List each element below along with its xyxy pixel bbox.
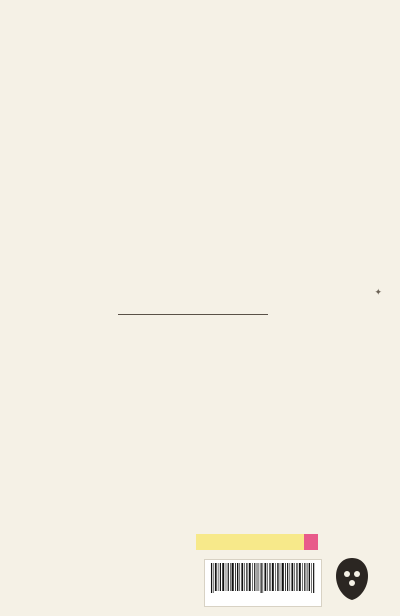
series-title bbox=[196, 534, 304, 550]
quote-block bbox=[28, 10, 372, 13]
barcode-icon bbox=[209, 563, 317, 593]
ornament-star-icon: ✦ bbox=[374, 288, 382, 298]
series-number bbox=[304, 534, 318, 550]
series-banner bbox=[196, 534, 318, 550]
isbn-barcode bbox=[204, 559, 322, 607]
section-divider bbox=[118, 314, 268, 315]
publisher-logo-icon bbox=[332, 554, 372, 604]
